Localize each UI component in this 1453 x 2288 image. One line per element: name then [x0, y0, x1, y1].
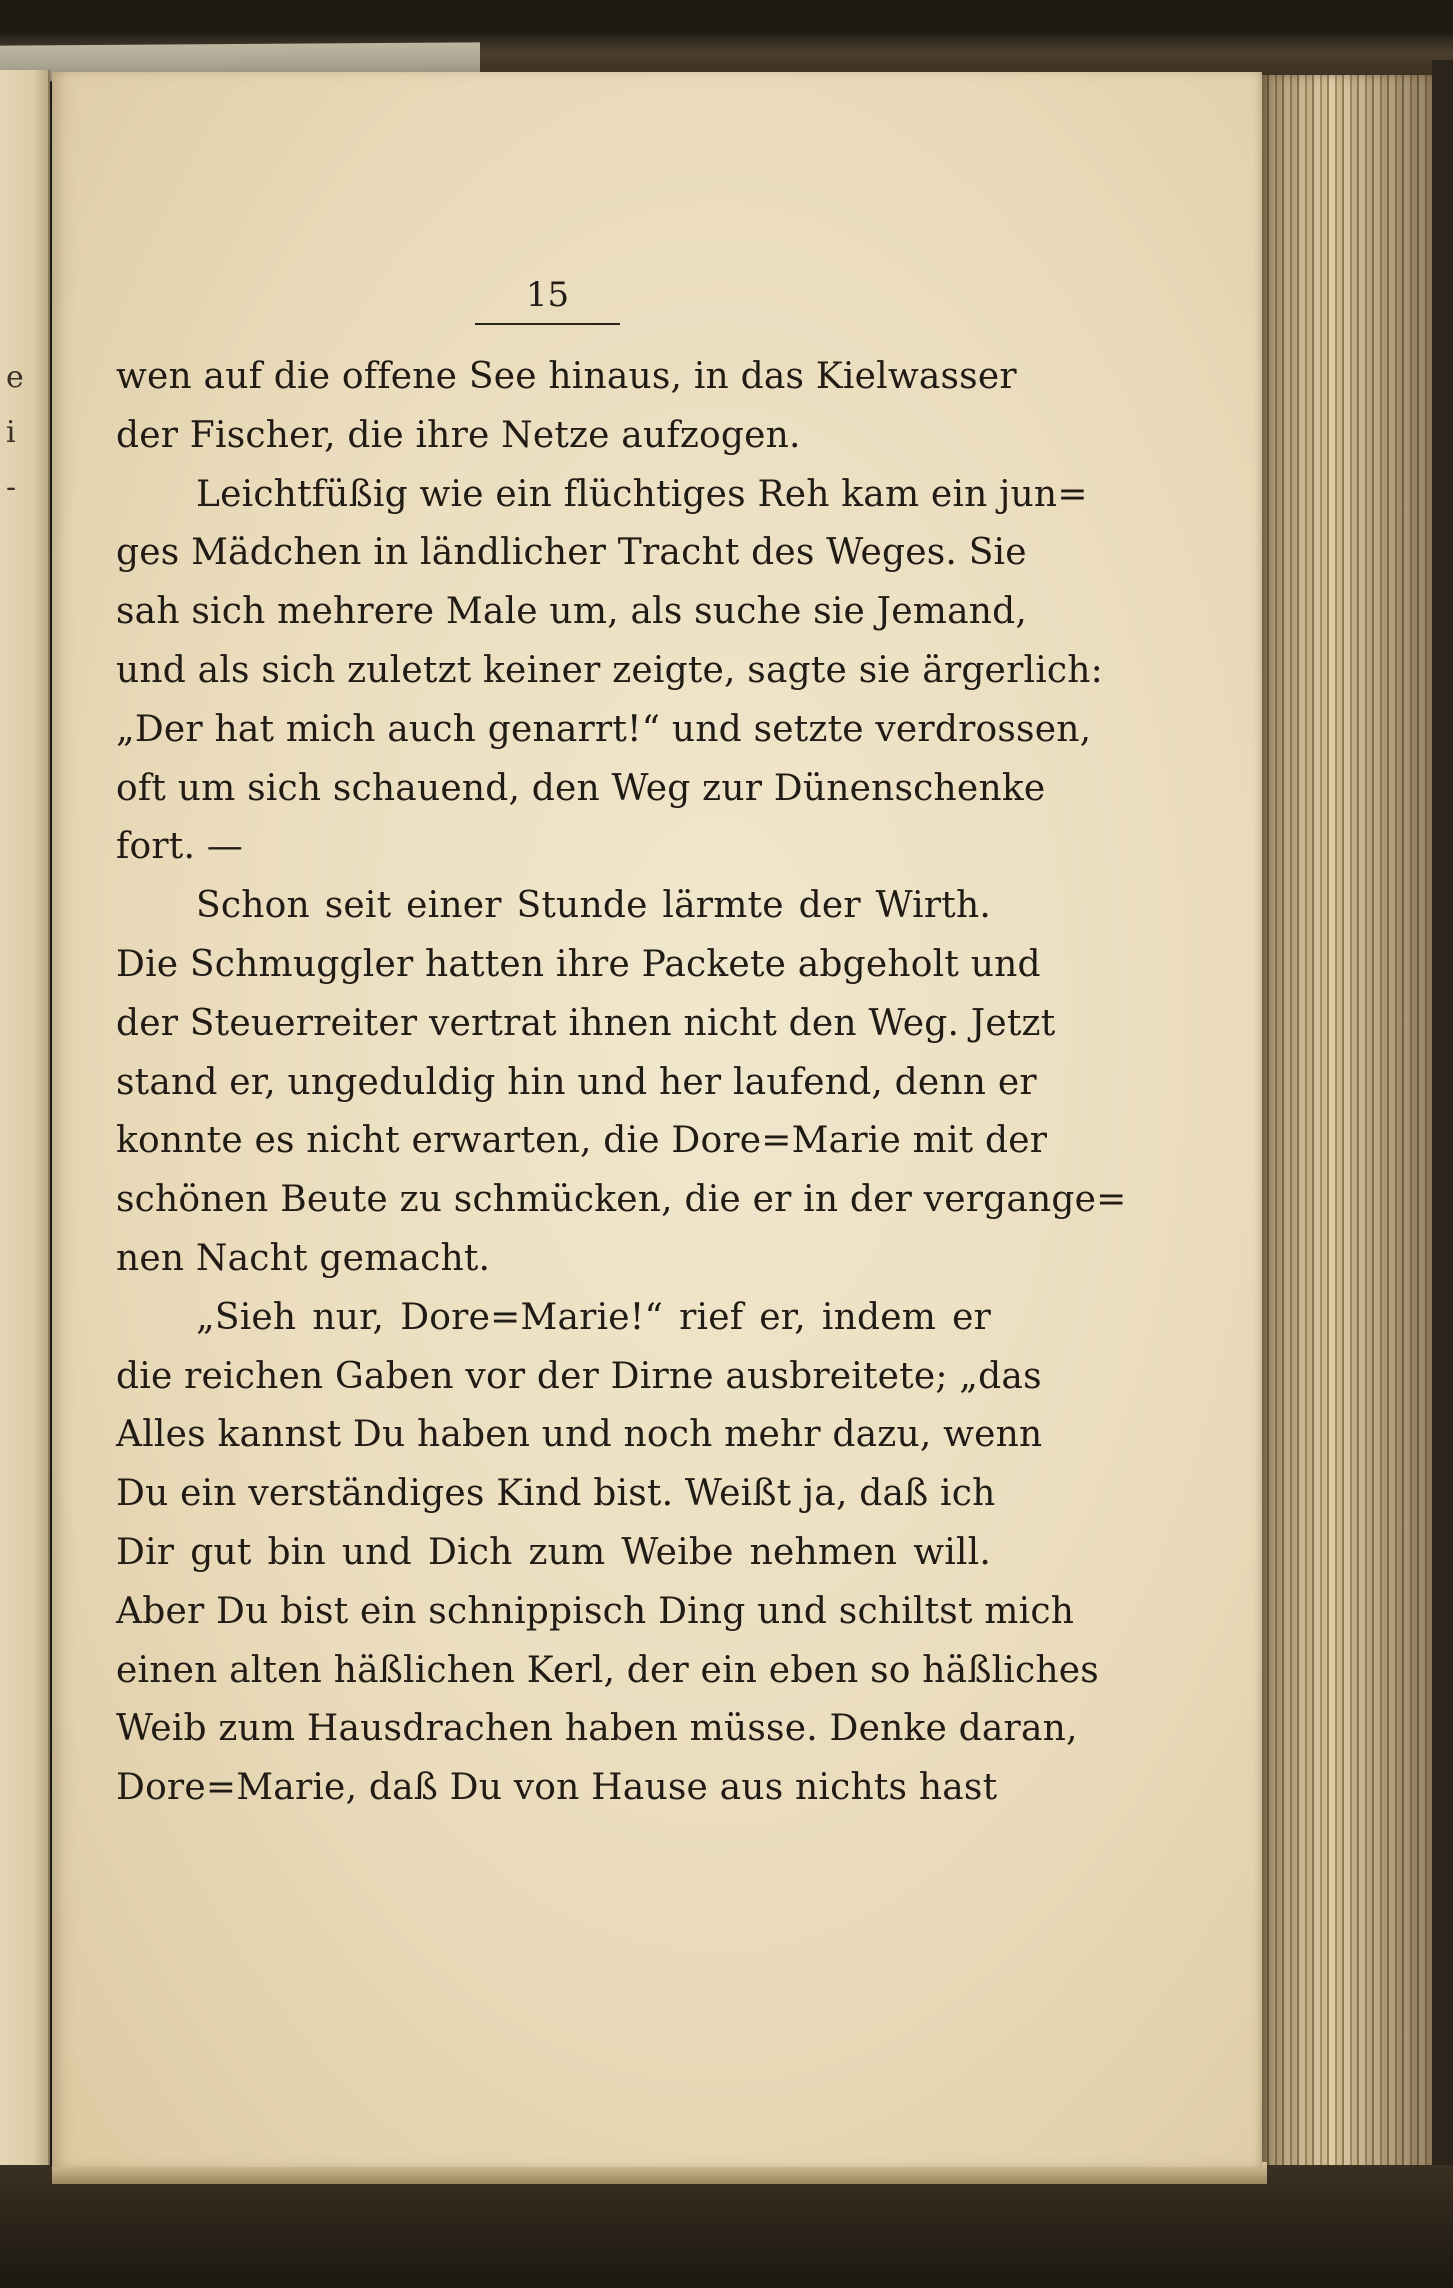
text-line: stand er, ungeduldig hin und her laufend, denn er	[116, 1061, 1037, 1103]
text-line: Weib zum Hausdrachen haben müsse. Denke daran,	[116, 1708, 1078, 1750]
text-line: Dore=Marie, daß Du von Hause aus nichts hast	[116, 1767, 998, 1809]
text-line: schönen Beute zu schmücken, die er in der vergange=	[116, 1179, 1127, 1221]
left-margin-mark: i	[6, 415, 16, 450]
text-line: einen alten häßlichen Kerl, der ein eben so häßliches	[116, 1649, 1099, 1691]
page-number-rule	[475, 323, 620, 325]
book-cover-edge	[1432, 60, 1453, 2288]
text-line: ges Mädchen in ländlicher Tracht des Weges. Sie	[116, 532, 1027, 574]
text-line: und als sich zuletzt keiner zeigte, sagte sie ärgerlich:	[116, 649, 1103, 691]
text-line: wen auf die offene See hinaus, in das Kielwasser	[116, 356, 1017, 397]
body-text	[116, 348, 1127, 1818]
text-line: Schon seit einer Stunde lärmte der Wirth.	[196, 885, 991, 927]
text-line: „Sieh nur, Dore=Marie!“ rief er, indem er	[196, 1296, 991, 1338]
text-line: Dir gut bin und Dich zum Weibe nehmen will.	[116, 1531, 991, 1573]
text-line: Leichtfüßig wie ein flüchtiges Reh kam ein jun=	[196, 473, 1088, 515]
text-line: „Der hat mich auch genarrt!“ und setzte verdrossen,	[116, 708, 1092, 750]
text-line: Alles kannst Du haben und noch mehr dazu, wenn	[116, 1414, 1043, 1456]
text-line: fort. —	[116, 826, 243, 868]
page-edges-shade	[1262, 75, 1432, 2220]
left-margin-mark: -	[6, 470, 17, 505]
left-margin-mark: e	[6, 360, 24, 395]
text-line: konnte es nicht erwarten, die Dore=Marie mit der	[116, 1120, 1048, 1162]
text-line: nen Nacht gemacht.	[116, 1237, 491, 1279]
text-line: sah sich mehrere Male um, als suche sie Jemand,	[116, 591, 1028, 633]
text-line: die reichen Gaben vor der Dirne ausbreitete; „das	[116, 1355, 1042, 1397]
left-page-edge	[0, 70, 50, 2235]
text-line: der Steuerreiter vertrat ihnen nicht den Weg. Jetzt	[116, 1002, 1056, 1044]
text-line: oft um sich schauend, den Weg zur Dünenschenke	[116, 767, 1046, 809]
text-line: der Fischer, die ihre Netze aufzogen.	[116, 414, 801, 456]
text-line: Du ein verständiges Kind bist. Weißt ja, daß ich	[116, 1473, 996, 1515]
text-line: Die Schmuggler hatten ihre Packete abgeholt und	[116, 943, 1041, 985]
page-number: 15	[525, 275, 570, 315]
text-line: Aber Du bist ein schnippisch Ding und schiltst mich	[116, 1590, 1075, 1632]
